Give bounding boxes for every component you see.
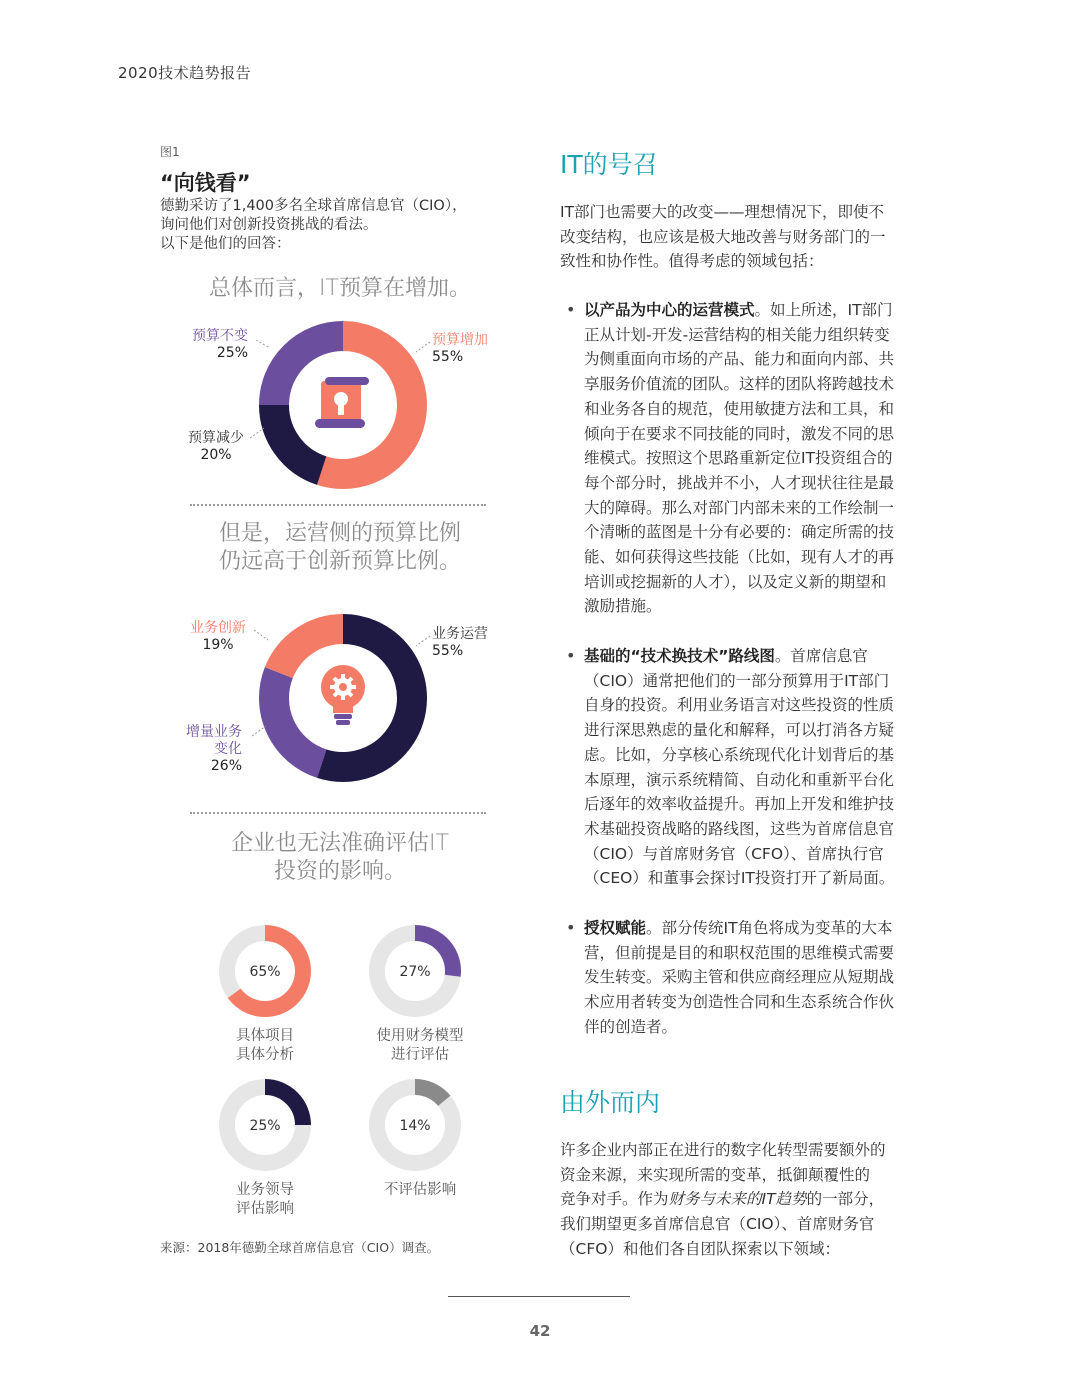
figure-intro-line: 德勤采访了1,400多名全球首席信息官（CIO），: [160, 198, 467, 214]
donut2-label-innovation: 业务创新 19%: [190, 620, 246, 653]
divider: [190, 812, 486, 814]
impact-donut-business-leaders: [217, 1077, 313, 1173]
report-reference: 财务与未来的IT趋势: [668, 1190, 807, 1209]
section-heading-outside-in: 由外而内: [560, 1088, 661, 1117]
figure-intro-line: 以下是他们的回答：: [160, 236, 291, 252]
figure-source: 来源：2018年德勤全球首席信息官（CIO）调查。: [160, 1240, 440, 1255]
bullet-dot: •: [566, 918, 576, 937]
impact-caption-project: 具体项目 具体分析: [236, 1028, 294, 1063]
bullet-dot: •: [566, 300, 576, 319]
donut1-label-flat: 预算不变 25%: [192, 328, 248, 361]
infographic-heading-impact: 企业也无法准确评估IT 投资的影响。: [231, 831, 449, 884]
infographic-heading-budget: 总体而言，IT预算在增加。: [209, 276, 471, 301]
infographic-heading-operations: 但是，运营侧的预算比例 仍远高于创新预算比例。: [218, 521, 461, 574]
impact-donut-financial-model: [367, 923, 463, 1019]
section-outside-in-body: 许多企业内部正在进行的数字化转型需要额外的 资金来源，来实现所需的变革，抵御颠覆性的 竞争对手。作为财务与未来的IT趋势的一部分， 我们期望更多首席信息官（CIO）、首席财务官 （CFO）和他们各自团队探索以下领域：: [560, 1141, 886, 1258]
impact-donut-value: 27%: [399, 964, 431, 980]
footer-rule: [448, 1296, 630, 1297]
impact-caption-business-leaders: 业务领导 评估影响: [236, 1182, 294, 1217]
impact-caption-financial-model: 使用财务模型 进行评估: [376, 1028, 464, 1063]
impact-donut-value: 25%: [249, 1118, 281, 1134]
section-heading-it-call: IT的号召: [560, 150, 658, 179]
impact-donut-value: 65%: [249, 964, 281, 980]
donut2-label-operations: 业务运营 55%: [432, 626, 488, 659]
page-number: 42: [529, 1322, 551, 1340]
impact-donut-project: [217, 923, 313, 1019]
section-intro: IT部门也需要大的改变——理想情况下，即使不 改变结构，也应该是极大地改善与财务部门的一 致性和协作性。值得考虑的领域包括：: [560, 203, 886, 271]
report-title: 2020技术趋势报告: [118, 64, 252, 82]
bullet-title: 授权赋能: [584, 919, 647, 937]
donut1-label-decrease: 预算减少 20%: [188, 430, 244, 463]
impact-donut-value: 14%: [399, 1118, 431, 1134]
bullet-dot: •: [566, 646, 576, 665]
bullet-title: 以产品为中心的运营模式: [584, 301, 755, 319]
donut2-leader-lines: [0, 0, 540, 800]
impact-donut-no-assessment: [367, 1077, 463, 1173]
bullet-title: 基础的“技术换技术”路线图: [584, 647, 775, 665]
donut2-label-incremental: 增量业务 变化 26%: [186, 724, 242, 774]
figure-intro-line: 询问他们对创新投资挑战的看法。: [160, 217, 378, 233]
figure-title: “向钱看”: [160, 171, 251, 195]
donut1-label-increase: 预算增加 55%: [432, 332, 488, 365]
figure-label: 图1: [160, 145, 180, 159]
impact-caption-no-assessment: 不评估影响: [383, 1182, 457, 1198]
